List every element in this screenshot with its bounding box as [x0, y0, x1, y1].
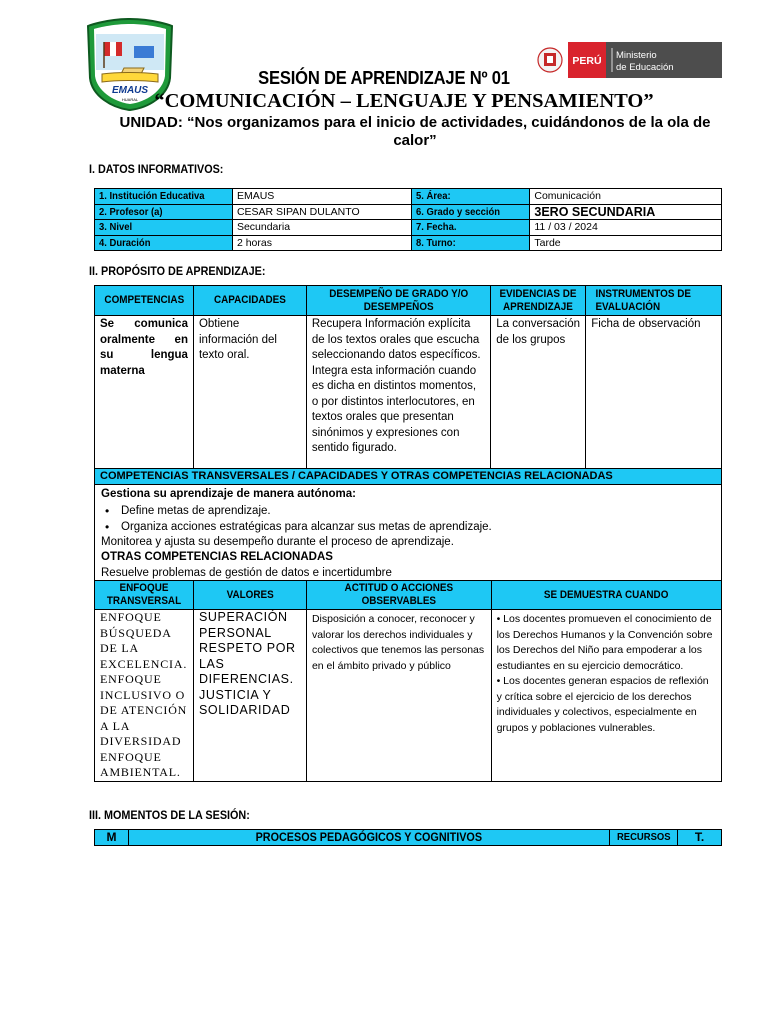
transversal-heading: Gestiona su aprendizaje de manera autónoma:: [101, 488, 356, 500]
logo-bottom-text: EMAUS: [111, 85, 149, 96]
column-header: ENFOQUE TRANSVERSAL: [95, 581, 194, 610]
document-title: SESIÓN DE APRENDIZAJE Nº 01: [258, 68, 510, 88]
logo-ministry-line2: de Educación: [616, 62, 674, 73]
info-label: 7. Fecha.: [412, 220, 530, 236]
transversal-line: Monitorea y ajusta su desempeño durante el proceso de aprendizaje.: [101, 535, 454, 548]
demuestra-item: • Los docentes promueven el conocimiento de los Derechos Humanos y la Convención sobre los Derechos del Niño para empoderar a los estudiantes en su ejercicio democrático.: [496, 613, 713, 672]
section-1-heading: I. DATOS INFORMATIVOS:: [89, 162, 224, 176]
info-label: 8. Turno:: [412, 235, 530, 251]
info-value: 3ERO SECUNDARIA: [530, 204, 722, 220]
table-header-row: [95, 581, 722, 610]
unidad-title: UNIDAD: “Nos organizamos para el inicio de actividades, cuidándonos de la ola de calor”: [119, 114, 711, 149]
transversal-list: [101, 503, 715, 535]
table-row: [95, 235, 722, 251]
column-header: CAPACIDADES: [193, 286, 306, 316]
otras-heading: OTRAS COMPETENCIAS RELACIONADAS: [101, 551, 333, 563]
column-header: INSTRUMENTOS DE EVALUACIÓN: [586, 286, 722, 316]
enfoque-cell: ENFOQUE BÚSQUEDA DE LA EXCELENCIA. ENFOQUE INCLUSIVO O DE ATENCIÓN A LA DIVERSIDAD ENFOQUE AMBIENTAL.: [95, 610, 194, 782]
info-label: 5. Área:: [412, 189, 530, 205]
logo-ministry-line1: Ministerio: [616, 50, 657, 61]
table-row: [95, 316, 722, 469]
document-subtitle: [84, 90, 724, 113]
column-header: RECURSOS: [609, 830, 678, 846]
enfoque-table: [94, 580, 722, 782]
logo-town-text: HUARAL: [121, 97, 139, 102]
info-value: Secundaria: [232, 220, 412, 236]
section-3-heading: III. MOMENTOS DE LA SESIÓN:: [89, 808, 250, 822]
info-value: CESAR SIPAN DULANTO: [232, 204, 412, 220]
table-row: [95, 469, 722, 485]
column-header: T.: [678, 830, 722, 846]
evidencia-cell: La conversación de los grupos: [491, 316, 586, 469]
info-label: 2. Profesor (a): [95, 204, 233, 220]
column-header: VALORES: [193, 581, 306, 610]
logo-country-text: PERÚ: [572, 55, 602, 67]
column-header: PROCESOS PEDAGÓGICOS Y COGNITIVOS: [128, 830, 609, 846]
otras-line: Resuelve problemas de gestión de datos e incertidumbre: [101, 566, 392, 579]
table-row: [95, 220, 722, 236]
table-row: [95, 204, 722, 220]
table-header-row: [95, 830, 722, 846]
column-header: COMPETENCIAS: [95, 286, 194, 316]
transversal-cell: [95, 485, 722, 584]
column-header: DESEMPEÑO DE GRADO Y/O DESEMPEÑOS: [306, 286, 490, 316]
competencia-cell: Se comunica oralmente en su lengua materna: [95, 316, 194, 469]
list-item: • Define metas de aprendizaje.: [101, 503, 715, 519]
instrumento-cell: Ficha de observación: [586, 316, 722, 469]
column-header: M: [95, 830, 129, 846]
logo-top-text: I.E.P.: [117, 25, 143, 37]
desempeno-cell: Recupera Información explícita de los textos orales que escucha seleccionando datos específicos. Integra esta información cuando es dicha en distintos momentos, o por distintos interlocutores, en textos orales que presentan sinónimos y expresiones con sentido figurado.: [306, 316, 490, 469]
column-header: ACTITUD O ACCIONES OBSERVABLES: [306, 581, 491, 610]
actitud-cell: Disposición a conocer, reconocer y valorar los derechos individuales y colectivos que tenemos las personas en el ámbito privado y público: [306, 610, 491, 782]
column-header: EVIDENCIAS DE APRENDIZAJE: [491, 286, 586, 316]
table-row: [95, 485, 722, 584]
info-label: 1. Institución Educativa: [95, 189, 233, 205]
info-label: 3. Nivel: [95, 220, 233, 236]
list-item: • Organiza acciones estratégicas para alcanzar sus metas de aprendizaje.: [101, 519, 715, 535]
demuestra-cell: [491, 610, 721, 782]
transversal-band: COMPETENCIAS TRANSVERSALES / CAPACIDADES Y OTRAS COMPETENCIAS RELACIONADAS: [95, 469, 722, 485]
info-value: 2 horas: [232, 235, 412, 251]
section-2-heading: II. PROPÓSITO DE APRENDIZAJE:: [89, 264, 266, 278]
proposito-table: [94, 285, 722, 584]
momentos-table: [94, 829, 722, 846]
info-label: 6. Grado y sección: [412, 204, 530, 220]
column-header: SE DEMUESTRA CUANDO: [491, 581, 721, 610]
table-row: [95, 610, 722, 782]
info-value: 11 / 03 / 2024: [530, 220, 722, 236]
info-value: EMAUS: [232, 189, 412, 205]
subtitle-text: “COMUNICACIÓN – LENGUAJE Y PENSAMIENTO”: [154, 90, 654, 112]
valores-cell: SUPERACIÓN PERSONAL RESPETO POR LAS DIFERENCIAS. JUSTICIA Y SOLIDARIDAD: [193, 610, 306, 782]
table-header-row: [95, 286, 722, 316]
capacidad-cell: Obtiene información del texto oral.: [193, 316, 306, 469]
table-row: [95, 189, 722, 205]
datos-informativos-table: [94, 188, 722, 251]
info-label: 4. Duración: [95, 235, 233, 251]
demuestra-item: • Los docentes generan espacios de reflexión y crítica sobre el ejercicio de los derechos individuales y colectivos, especialmente en grupos y poblaciones vulnerables.: [496, 675, 709, 734]
info-value: Comunicación: [530, 189, 722, 205]
info-value: Tarde: [530, 235, 722, 251]
